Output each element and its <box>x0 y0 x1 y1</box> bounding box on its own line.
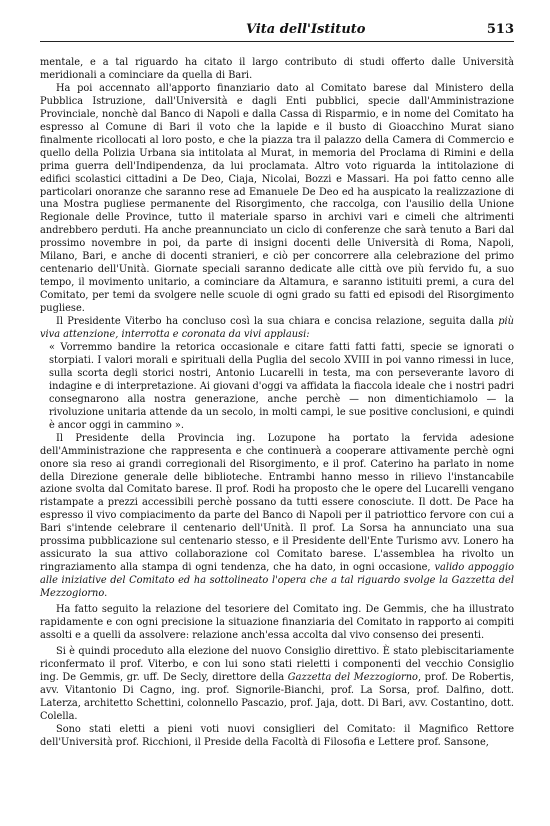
paragraph-viterbo-conclusion <box>40 316 514 342</box>
running-title: Vita dell'Istituto <box>246 22 366 37</box>
newspaper-title: Gazzetta del Mezzogiorno <box>287 671 418 683</box>
page-number: 513 <box>486 22 514 37</box>
header-rule <box>40 41 514 42</box>
paragraph-text: Il Presidente Viterbo ha concluso così la sua chiara e concisa relazione, seguita dalla <box>56 316 499 328</box>
paragraph-new-councillors: Sono stati eletti a pieni voti nuovi consiglieri del Comitato: il Magnifico Rettore dell'Università prof. Ricchioni, il Preside della Facoltà di Filosofia e Lettere prof. Sansone, <box>40 723 514 748</box>
paragraph-election <box>40 646 514 724</box>
paragraph-text: Il Presidente della Provincia ing. Lozupone ha portato la fervida adesione dell'Amministrazione che rappresenta e che continuerà a cooperare attivamente perchè ogni onore sia reso ai grandi corregionali del Risorgimento, e il prof. Caterino ha parlato in nome della Direzione generale delle biblioteche. Entrambi hanno messo in rilievo l'instancabile azione svolta dal Comitato barese. Il prof. Rodi ha proposto che le opere del Lucarelli vengano ristampate a prezzi accessibili perchè possano da tutti essere conosciute. Il dott. De Pace ha espresso il vivo compiacimento da parte del Banco di Napoli per il patriottico fervore con cui a Bari s'intende celebrare il centenario dell'Unità. Il prof. La Sorsa ha annunciato una sua prossima pubblicazione sul centenario stesso, e il Presidente dell'Ente Turismo avv. Lonero ha assicurato la sua attivo collaborazione col Comitato barese. L'assemblea ha rivolto un ringraziamento alla stampa di ogni tendenza, che ha dato, in ogni occasione, <box>40 432 514 574</box>
paragraph-continuation: mentale, e a tal riguardo ha citato il largo contributo di studi offerto dalle Università meridionali a cominciare da quella di Bari. <box>40 57 514 81</box>
paragraph-financial-support: Ha poi accennato all'apporto finanziario dato al Comitato barese dal Ministero della Pubblica Istruzione, dall'Università e dagli Enti pubblici, specie dall'Amministrazione Provinciale, nonchè dal Banco di Napoli e dalla Cassa di Risparmio, e in nome del Comitato ha espresso al Comune di Bari il voto che la lapide e il busto di Gioacchino Murat siano finalmente ricollocati al loro posto, e che la piazza tra il palazzo della Camera di Commercio e quello della Polizia Urbana sia intitolata al Murat, in memoria del Proclama di Rimini e della prima guerra dell'Indipendenza, da lui proclamata. Altro voto riguarda la intitolazione di edifici scolastici cittadini a De Deo, Ciaja, Nicolai, Bozzi e Massari. Ha poi fatto cenno alle particolari onoranze che saranno rese ad Emanuele De Deo ed ha auspicato la realizzazione di una Mostra pugliese permanente del Risorgimento, che raccolga, con l'ausilio della Unione Regionale delle Province, tutto il materiale sparso in archivi vari e cimeli che altrimenti andrebbero perduti. Ha anche preannunciato un ciclo di conferenze che sarà tenuto a Bari dal prossimo novembre in poi, da parte di insigni docenti delle Università di Roma, Napoli, Milano, Bari, e anche di docenti stranieri, e ciò per concorrere alla celebrazione del primo centenario dell'Unità. Giornate speciali saranno dedicate alle città ove più fervido fu, a suo tempo, il movimento unitario, a cominciare da Altamura, e saranno istituiti premi, a cura del Comitato, per temi da svolgere nelle scuole di ogni grado su fatti ed episodi del Risorgimento pugliese. <box>40 82 514 315</box>
paragraph-text: Si è quindi proceduto alla elezione del nuovo Consiglio direttivo. È stato plebiscitariamente riconfermato il prof. Viterbo, e con lui sono stati rieletti i componenti del vecchio Consiglio ing. De Gemmis, gr. uff. De Secly, direttore della <box>40 645 514 683</box>
paragraph-text: , prof. De Robertis, avv. Vitantonio Di Cagno, ing. prof. Signorile-Bianchi, prof. La Sorsa, prof. Dalfino, dott. Laterza, architetto Schettini, colonnello Pascazio, prof. Jaja, dott. Di Bari, avv. Costantino, dott. Colella. <box>40 671 514 722</box>
italic-text: più viva attenzione, interrotta e coronata da vivi applausi: <box>40 316 514 341</box>
paragraph-lozupone <box>40 433 514 601</box>
article-body <box>40 57 514 750</box>
block-quote: « Vorremmo bandire la retorica occasionale e citare fatti fatti fatti, specie se ignorati o storpiati. I valori morali e spirituali della Puglia del secolo XVIII in poi vanno rimessi in luce, sulla scorta degli storici nostri, Antonio Lucarelli in testa, ma con perseverante lavoro di indagine e di interpretazione. Ai giovani d'oggi va affidata la fiaccola ideale che i nostri padri consegnarono alla nostra generazione, anche perchè — non dimentichiamolo — la rivoluzione unitaria attende da un secolo, in molti campi, le sue positive conclusioni, e quindi è ancor oggi in cammino ». <box>49 341 514 431</box>
paragraph-treasurer: Ha fatto seguito la relazione del tesoriere del Comitato ing. De Gemmis, che ha illustrato rapidamente e con ogni precisione la situazione finanziaria del Comitato in rapporto ai compiti assolti e a quelli da assolvere: relazione anch'essa accolta dal vivo consenso dei presenti. <box>40 604 514 641</box>
italic-text: valido appoggio alle iniziative del Comitato ed ha sottolineato l'opera che a tal riguardo svolge la Gazzetta del Mezzogiorno. <box>40 562 514 600</box>
running-header <box>40 21 514 39</box>
